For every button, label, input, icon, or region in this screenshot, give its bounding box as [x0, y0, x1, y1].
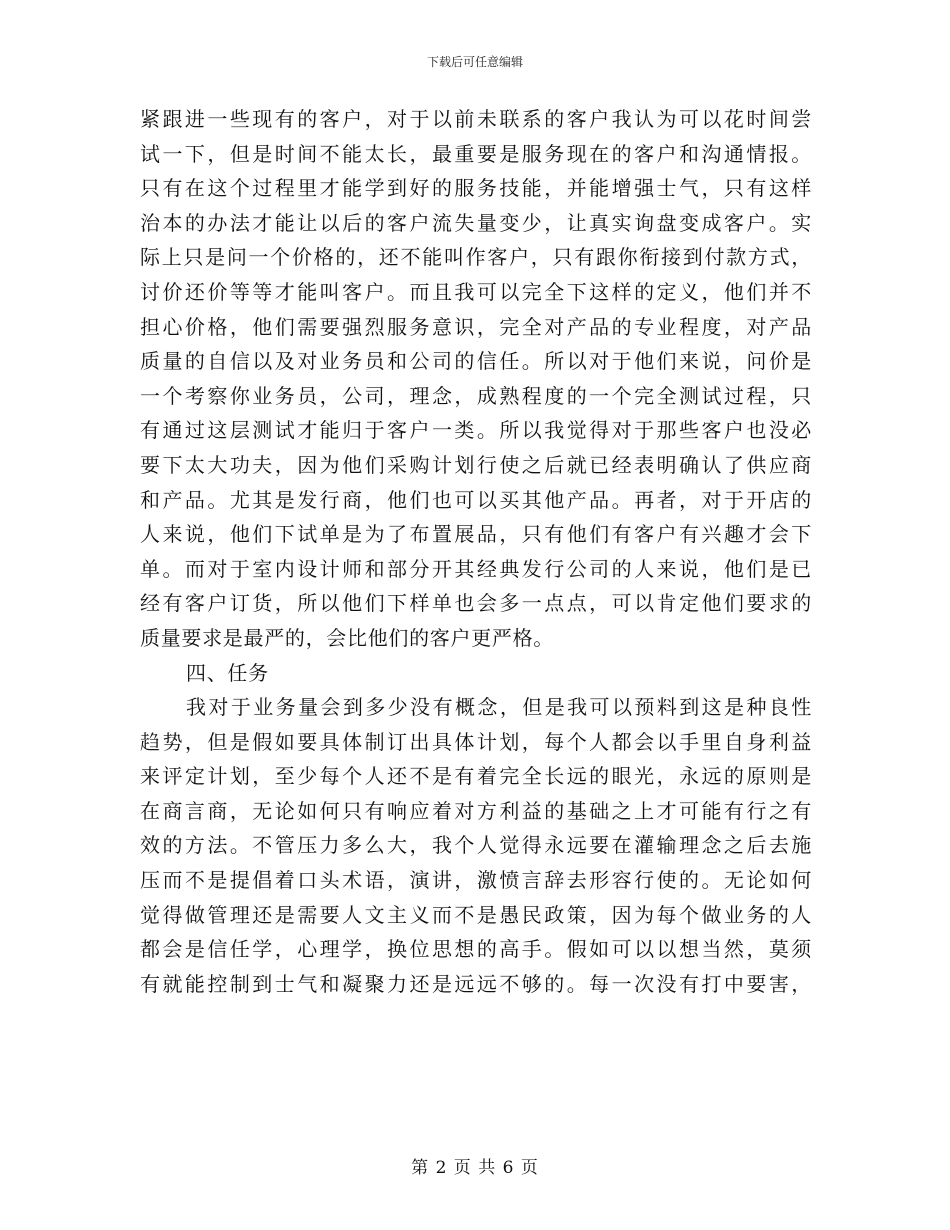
body-line: 我对于业务量会到多少没有概念，但是我可以预料到这是种良性: [186, 695, 812, 720]
body-line: 趋势，但是假如要具体制订出具体计划，每个人都会以手里自身利益: [140, 729, 812, 754]
body-line: 人来说，他们下试单是为了布置展品，只有他们有客户有兴趣才会下: [140, 522, 812, 547]
section-heading: 四、任务: [186, 660, 269, 685]
body-line: 一个考察你业务员，公司，理念，成熟程度的一个完全测试过程，只: [140, 383, 812, 408]
page-number: 第 2 页 共 6 页: [411, 1158, 539, 1178]
body-line: 效的方法。不管压力多么大，我个人觉得永远要在灌输理念之后去施: [140, 833, 812, 858]
page-header: 下载后可任意编辑: [426, 55, 523, 69]
body-line: 都会是信任学，心理学，换位思想的高手。假如可以以想当然，莫须: [140, 937, 812, 962]
body-line: 治本的办法才能让以后的客户流失量变少，让真实询盘变成客户。实: [140, 210, 812, 235]
body-line: 质量的自信以及对业务员和公司的信任。所以对于他们来说，问价是: [140, 349, 812, 374]
document-body: [140, 102, 812, 1001]
body-line: 有通过这层测试才能归于客户一类。所以我觉得对于那些客户也没必: [140, 418, 812, 443]
body-line: 来评定计划，至少每个人还不是有着完全长远的眼光，永远的原则是: [140, 764, 812, 789]
body-line: 觉得做管理还是需要人文主义而不是愚民政策，因为每个做业务的人: [140, 902, 812, 927]
body-line: 有就能控制到士气和凝聚力还是远远不够的。每一次没有打中要害，: [140, 971, 812, 996]
body-line: 紧跟进一些现有的客户，对于以前未联系的客户我认为可以花时间尝: [140, 107, 812, 131]
body-line: 要下太大功夫，因为他们采购计划行使之后就已经表明确认了供应商: [140, 452, 812, 477]
body-line: 际上只是问一个价格的，还不能叫作客户，只有跟你衔接到付款方式，: [140, 245, 812, 270]
body-line: 试一下，但是时间不能太长，最重要是服务现在的客户和沟通情报。: [140, 141, 812, 166]
body-line: 担心价格，他们需要强烈服务意识，完全对产品的专业程度，对产品: [140, 314, 812, 339]
body-line: 经有客户订货，所以他们下样单也会多一点点，可以肯定他们要求的: [140, 591, 812, 616]
body-line: 和产品。尤其是发行商，他们也可以买其他产品。再者，对于开店的: [140, 487, 812, 512]
body-line: 在商言商，无论如何只有响应着对方利益的基础之上才可能有行之有: [140, 798, 812, 823]
body-line: 只有在这个过程里才能学到好的服务技能，并能增强士气，只有这样: [140, 176, 812, 201]
body-line: 压而不是提倡着口头术语，演讲，激愤言辞去形容行使的。无论如何: [140, 868, 812, 893]
body-line: 讨价还价等等才能叫客户。而且我可以完全下这样的定义，他们并不: [140, 279, 812, 304]
body-line: 单。而对于室内设计师和部分开其经典发行公司的人来说，他们是已: [140, 556, 812, 581]
body-line: 质量要求是最严的，会比他们的客户更严格。: [140, 625, 554, 650]
